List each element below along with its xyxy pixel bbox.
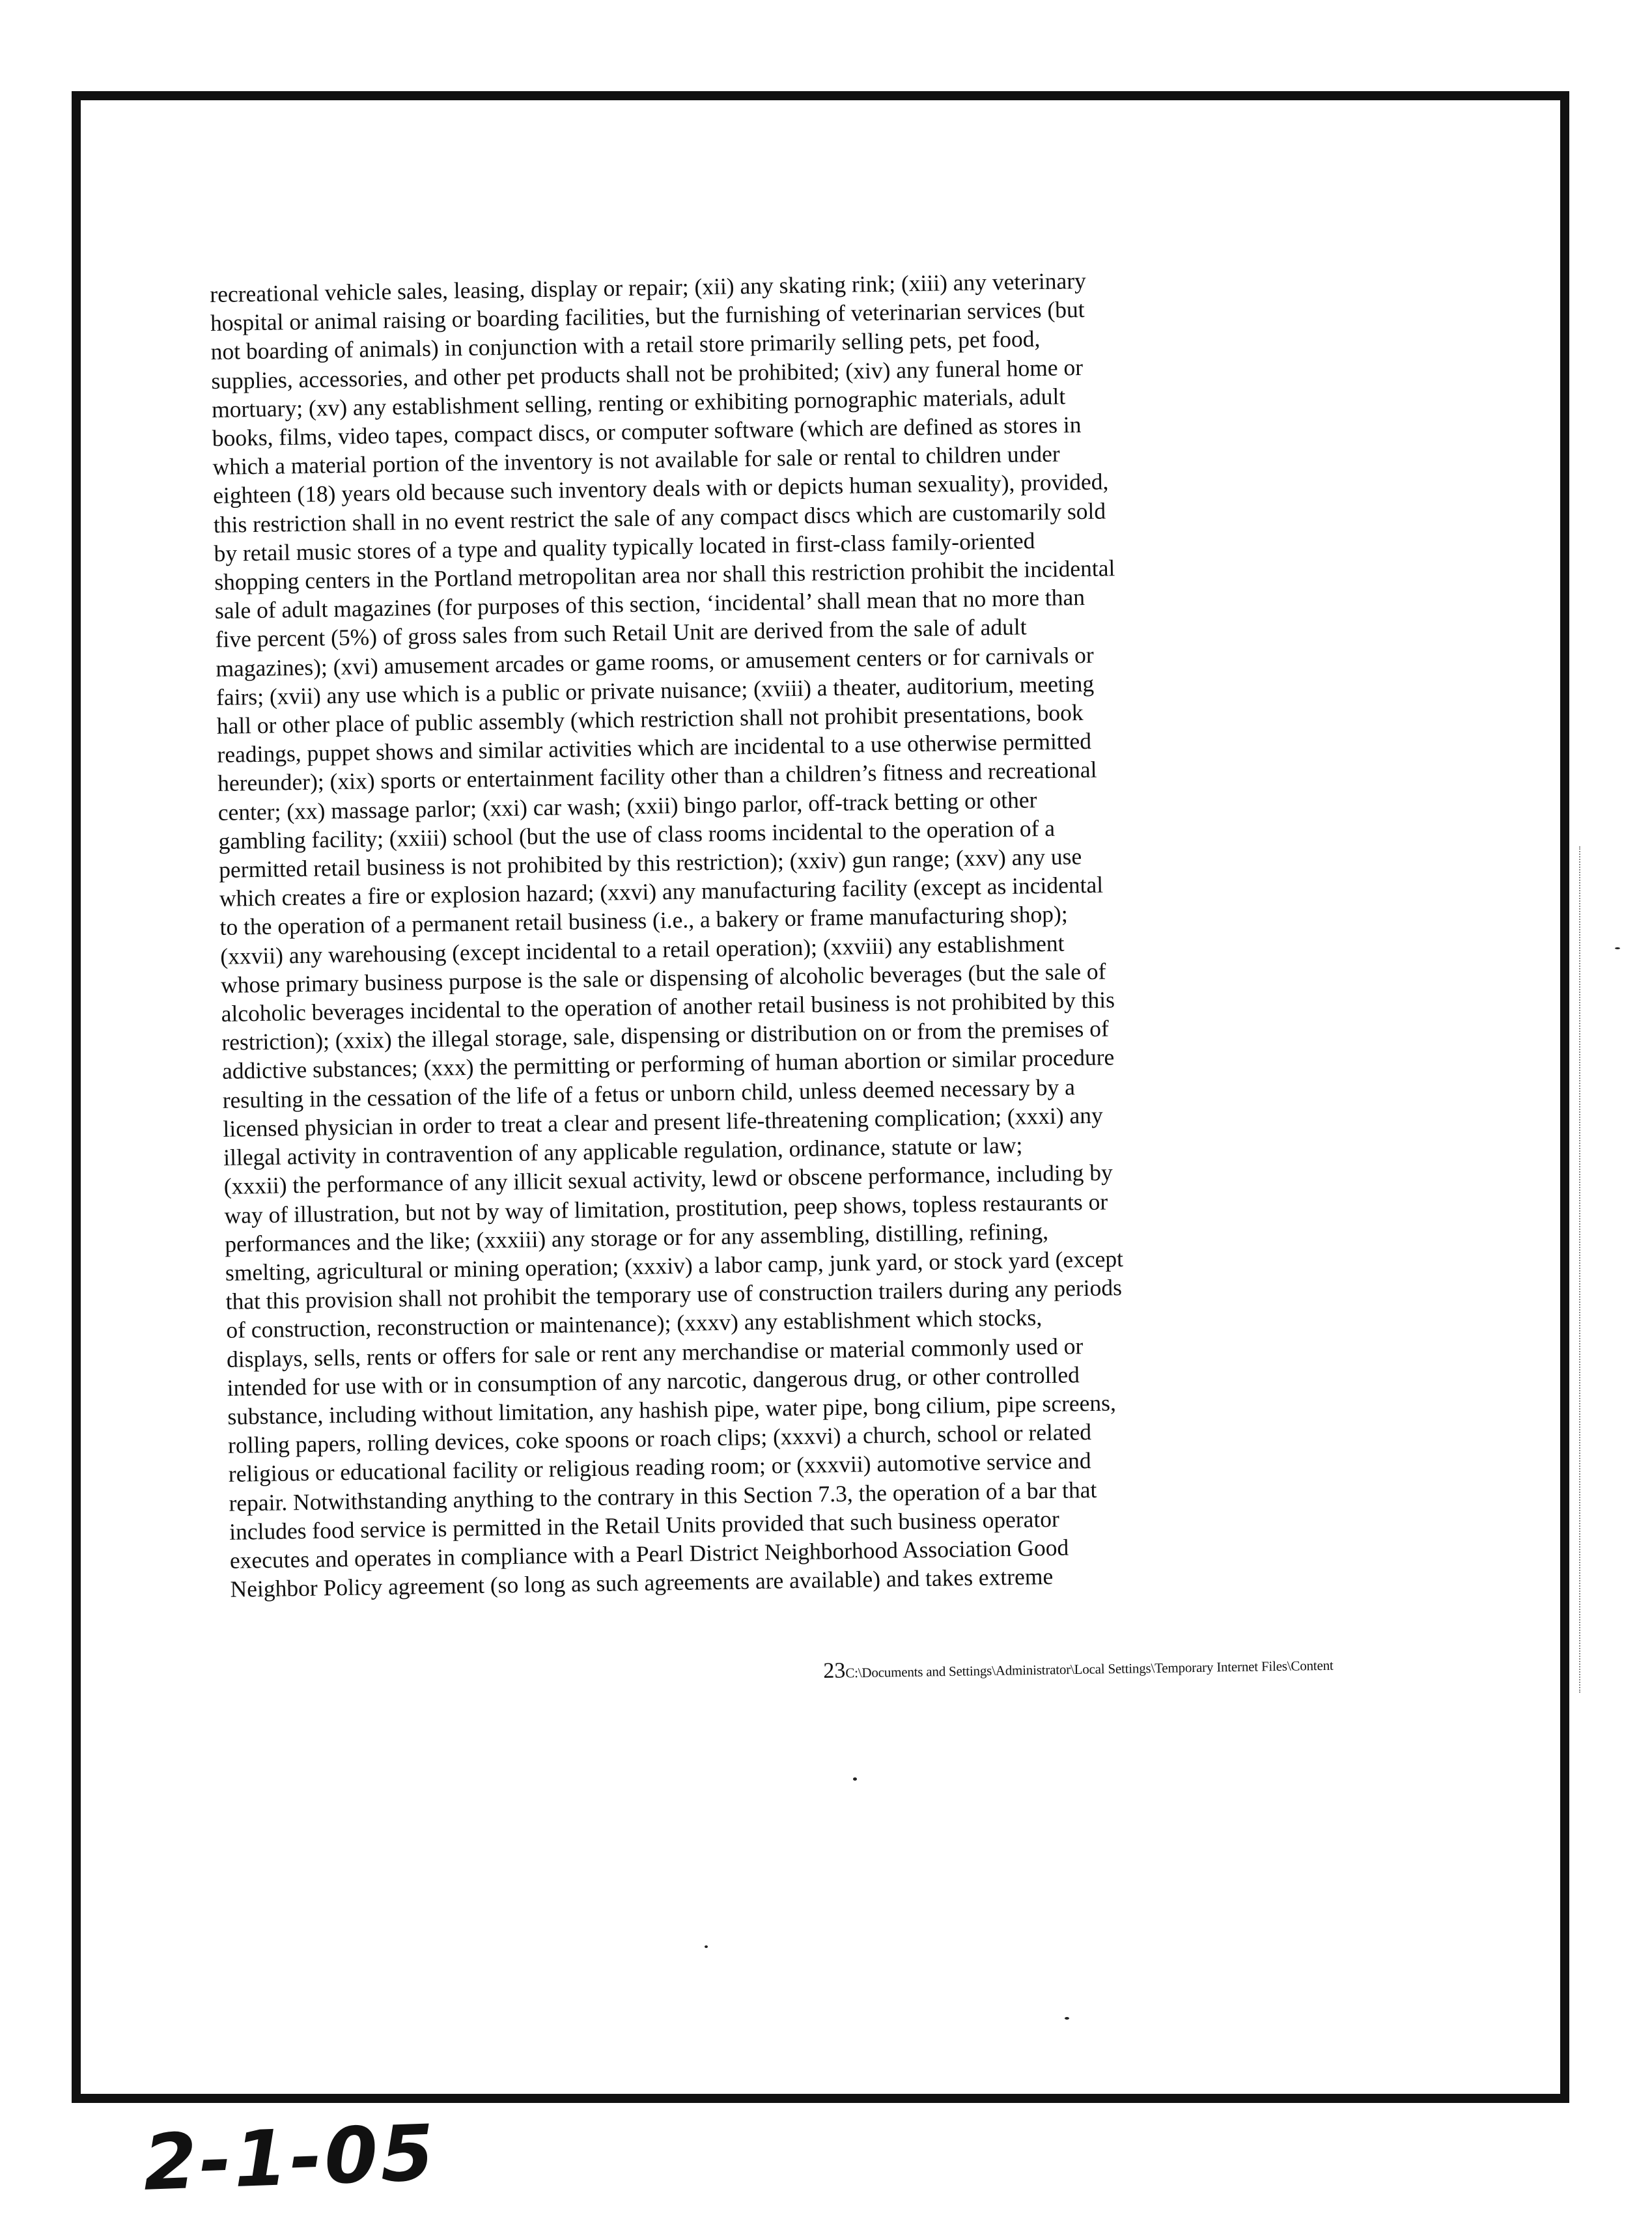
text-line: center; (xx) massage parlor; (xxi) car wash; (xxii) bingo parlor, off-track betting or other — [217, 786, 1037, 826]
text-line: restriction); (xxix) the illegal storage, sale, dispensing or distribution on or from the premises of — [221, 1015, 1110, 1056]
lease-restriction-paragraph — [210, 262, 1409, 1604]
text-line: by retail music stores of a type and quality typically located in first-class family-oriented — [214, 527, 1035, 566]
text-line: fairs; (xvii) any use which is a public or private nuisance; (xviii) a theater, auditorium, meeting — [216, 670, 1095, 710]
text-line: permitted retail business is not prohibited by this restriction); (xxiv) gun range; (xxv) any use — [218, 843, 1082, 883]
text-line: way of illustration, but not by way of limitation, prostitution, peep shows, topless restaurants or — [224, 1188, 1108, 1229]
text-line: resulting in the cessation of the life of a fetus or unborn child, unless deemed necessary by a — [222, 1073, 1076, 1113]
file-path-footer: C:\Documents and Settings\Administrator\Local Settings\Temporary Internet Files\Content — [845, 1657, 1334, 1681]
scan-edge-noise — [1579, 846, 1586, 1693]
page-number: 23 — [823, 1658, 846, 1683]
text-line: (xxvii) any warehousing (except incidental to a retail operation); (xxviii) any establishment — [220, 930, 1065, 969]
text-line: which a material portion of the inventory is not available for sale or rental to children under — [212, 440, 1060, 480]
text-line: supplies, accessories, and other pet products shall not be prohibited; (xiv) any funeral home or — [211, 354, 1084, 394]
text-line: not boarding of animals) in conjunction with a retail store primarily selling pets, pet food, — [210, 326, 1041, 365]
text-line: (xxxii) the performance of any illicit sexual activity, lewd or obscene performance, including by — [223, 1159, 1113, 1200]
text-line: mortuary; (xv) any establishment selling, renting or exhibiting pornographic materials, adult — [211, 383, 1066, 423]
text-line: that this provision shall not prohibit the temporary use of construction trailers during any periods — [225, 1274, 1123, 1315]
frame-corner-mark — [72, 91, 81, 182]
text-line: eighteen (18) years old because such inventory deals with or depicts human sexuality), provided, — [212, 468, 1109, 509]
text-line: illegal activity in contravention of any applicable regulation, ordinance, statute or law; — [223, 1132, 1023, 1171]
text-line: whose primary business purpose is the sale or dispensing of alcoholic beverages (but the sale of — [220, 958, 1106, 998]
text-line: sale of adult magazines (for purposes of this section, ‘incidental’ shall mean that no more than — [214, 584, 1085, 624]
text-line: alcoholic beverages incidental to the operation of another retail business is not prohibited by this — [221, 986, 1115, 1027]
text-line: displays, sells, rents or offers for sale or rent any merchandise or material commonly used or — [226, 1332, 1084, 1372]
text-line: hall or other place of public assembly (which restriction shall not prohibit presentations, book — [216, 699, 1084, 739]
text-line: shopping centers in the Portland metropolitan area nor shall this restriction prohibit the incidental — [214, 555, 1115, 595]
text-line: addictive substances; (xxx) the permitting or performing of human abortion or similar procedure — [221, 1044, 1115, 1085]
text-line: gambling facility; (xxiii) school (but the use of class rooms incidental to the operation of a — [218, 814, 1056, 854]
text-line: licensed physician in order to treat a clear and present life-threatening complication; (xxxi) any — [223, 1102, 1104, 1142]
text-line: recreational vehicle sales, leasing, display or repair; (xii) any skating rink; (xiii) any veterinary — [210, 267, 1087, 307]
text-line: performances and the like; (xxxiii) any storage or for any assembling, distilling, refining, — [224, 1217, 1049, 1257]
scan-speck — [1065, 2017, 1069, 2020]
text-line: executes and operates in compliance with a Pearl District Neighborhood Association Good — [229, 1534, 1069, 1574]
text-line: this restriction shall in no event restrict the sale of any compact discs which are customarily sold — [213, 497, 1106, 538]
text-line: rolling papers, rolling devices, coke spoons or roach clips; (xxxvi) a church, school or related — [227, 1419, 1092, 1458]
text-line: five percent (5%) of gross sales from such Retail Unit are derived from the sale of adult — [215, 613, 1027, 653]
text-line: of construction, reconstruction or maintenance); (xxxv) any establishment which stocks, — [226, 1304, 1043, 1344]
text-line: which creates a fire or explosion hazard; (xxvi) any manufacturing facility (except as incidental — [219, 871, 1104, 912]
text-line: magazines); (xvi) amusement arcades or game rooms, or amusement centers or for carnivals or — [216, 641, 1095, 682]
text-line: hospital or animal raising or boarding facilities, but the furnishing of veterinarian services (but — [210, 296, 1085, 337]
text-line: substance, including without limitation, any hashish pipe, water pipe, bong cilium, pipe screens, — [227, 1389, 1117, 1430]
text-line: intended for use with or in consumption of any narcotic, dangerous drug, or other controlled — [227, 1361, 1080, 1401]
text-line: smelting, agricultural or mining operation; (xxxiv) a labor camp, junk yard, or stock yard (except — [225, 1245, 1124, 1286]
text-line: religious or educational facility or religious reading room; or (xxxvii) automotive service and — [228, 1447, 1091, 1488]
text-line: hereunder); (xix) sports or entertainment facility other than a children’s fitness and recreational — [217, 757, 1097, 797]
text-line: books, films, video tapes, compact discs, or computer software (which are defined as stores in — [212, 411, 1082, 451]
scan-speck — [705, 1945, 708, 1948]
text-line: repair. Notwithstanding anything to the contrary in this Section 7.3, the operation of a bar that — [229, 1476, 1097, 1516]
text-line: to the operation of a permanent retail business (i.e., a bakery or frame manufacturing shop); — [219, 900, 1068, 941]
text-line: readings, puppet shows and similar activities which are incidental to a use otherwise permitted — [217, 728, 1092, 768]
handwritten-date: 2-1-05 — [141, 2108, 438, 2208]
text-line: includes food service is permitted in the Retail Units provided that such business operator — [229, 1505, 1060, 1545]
scan-speck — [853, 1777, 857, 1781]
scan-speck — [1615, 947, 1620, 949]
text-line: Neighbor Policy agreement (so long as such agreements are available) and takes extreme — [230, 1563, 1054, 1602]
